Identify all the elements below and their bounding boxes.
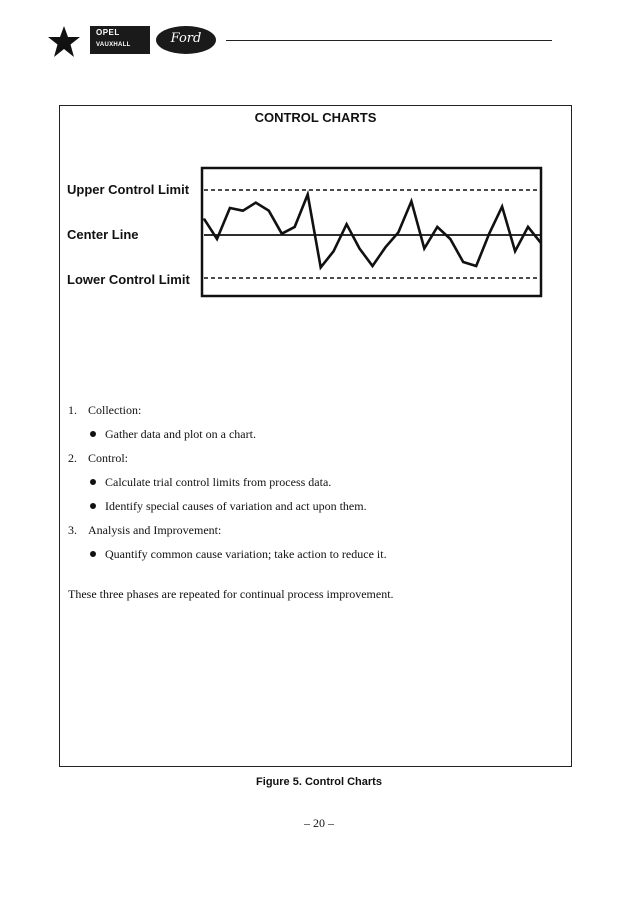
upper-limit-label: Upper Control Limit: [67, 182, 190, 197]
data-point-18: [437, 226, 438, 227]
data-point-21: [476, 265, 477, 266]
data-point-22: [489, 233, 490, 234]
bullet-item: [90, 499, 367, 514]
header-rule: [226, 40, 552, 41]
data-point-23: [502, 206, 503, 207]
list-item-title: Analysis and Improvement:: [88, 523, 222, 537]
data-point-11: [346, 224, 347, 225]
data-point-2: [229, 207, 230, 208]
lower-limit-label: Lower Control Limit: [67, 272, 190, 287]
data-point-13: [372, 265, 373, 266]
list-item-number: 2.: [68, 451, 77, 465]
data-point-3: [242, 210, 243, 211]
bullet-text: Gather data and plot on a chart.: [105, 427, 256, 441]
list-item-number: 1.: [68, 403, 77, 417]
center-line-label: Center Line: [67, 227, 139, 242]
control-chart: [200, 166, 544, 300]
data-point-16: [411, 201, 412, 202]
bullet-icon: [90, 503, 96, 509]
list-item-title: Collection:: [88, 403, 142, 417]
data-point-25: [527, 226, 528, 227]
data-point-10: [333, 251, 334, 252]
data-point-17: [424, 248, 425, 249]
data-point-26: [540, 243, 541, 244]
data-point-24: [515, 251, 516, 252]
bullet-text: Quantify common cause variation; take action to reduce it.: [105, 547, 387, 561]
vauxhall-logo-text: VAUXHALL: [96, 42, 131, 48]
chart-title: CONTROL CHARTS: [254, 110, 377, 125]
list-item: [68, 403, 141, 418]
closing-text: These three phases are repeated for continual process improvement.: [68, 587, 394, 601]
bullet-icon: [90, 431, 96, 437]
list-item-number: 3.: [68, 523, 77, 537]
data-point-5: [268, 210, 269, 211]
opel-logo-text: OPEL: [96, 28, 120, 37]
data-point-1: [216, 238, 217, 239]
bullet-icon: [90, 551, 96, 557]
figure-caption: Figure 5. Control Charts: [256, 776, 382, 788]
series-line: [204, 195, 541, 268]
bullet-item: [90, 547, 387, 562]
data-point-0: [203, 218, 204, 219]
data-point-8: [307, 194, 308, 195]
bullet-text: Calculate trial control limits from process data.: [105, 475, 332, 489]
bullet-item: [90, 475, 331, 490]
ford-logo: [156, 26, 216, 54]
list-item: [68, 523, 221, 538]
opel-vauxhall-logo: [90, 26, 150, 54]
data-point-9: [320, 267, 321, 268]
ford-logo-text: Ford: [170, 31, 202, 46]
data-point-15: [398, 232, 399, 233]
data-point-6: [281, 233, 282, 234]
data-series: [203, 194, 541, 268]
data-point-20: [463, 261, 464, 262]
bullet-text: Identify special causes of variation and act upon them.: [105, 499, 367, 513]
data-point-12: [359, 248, 360, 249]
data-point-19: [450, 238, 451, 239]
list-item: [68, 451, 128, 466]
page-number: – 20 –: [304, 816, 334, 830]
bullet-item: [90, 427, 256, 442]
data-point-14: [385, 247, 386, 248]
bullet-icon: [90, 479, 96, 485]
data-point-4: [255, 202, 256, 203]
star-logo-icon: [44, 24, 84, 60]
data-point-7: [294, 226, 295, 227]
list-item-title: Control:: [88, 451, 129, 465]
